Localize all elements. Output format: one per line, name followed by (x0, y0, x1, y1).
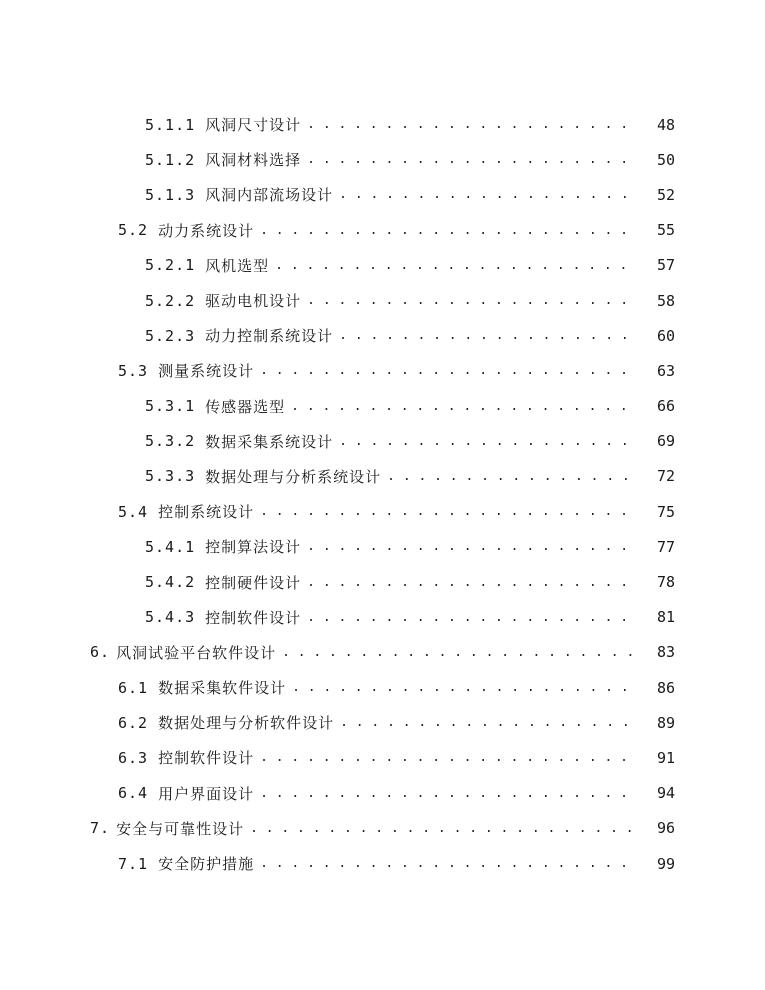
toc-title: 数据处理与分析系统设计 (205, 467, 382, 486)
toc-number: 5.3.1 (145, 397, 196, 416)
toc-page-number: 66 (656, 397, 675, 416)
toc-page-number: 63 (656, 361, 675, 380)
toc-dot-leader (282, 645, 635, 660)
toc-entry[interactable] (0, 142, 765, 177)
toc-entry[interactable] (0, 564, 765, 599)
toc-page-number: 96 (656, 819, 675, 838)
toc-entry[interactable] (0, 740, 765, 775)
toc-dot-leader (307, 610, 635, 625)
toc-title: 控制软件设计 (205, 608, 302, 627)
toc-title: 控制系统设计 (158, 503, 255, 522)
toc-page-number: 86 (656, 678, 675, 697)
toc-dot-leader (307, 152, 635, 167)
toc-title: 安全与可靠性设计 (116, 819, 245, 838)
toc-page-number: 50 (656, 150, 675, 169)
toc-dot-leader (307, 575, 635, 590)
toc-entry[interactable] (0, 529, 765, 564)
toc-page-number: 72 (656, 467, 675, 486)
toc-number: 5.2 (118, 221, 149, 240)
toc-dot-leader (291, 399, 635, 414)
toc-entry[interactable] (0, 177, 765, 212)
toc-entry[interactable] (0, 635, 765, 670)
toc-entry[interactable] (0, 248, 765, 283)
toc-number: 6.2 (118, 713, 149, 732)
toc-number: 5.3.3 (145, 467, 196, 486)
toc-dot-leader (260, 223, 635, 238)
toc-number: 5.3 (118, 361, 149, 380)
toc-title: 用户界面设计 (158, 784, 255, 803)
toc-page-number: 81 (656, 608, 675, 627)
toc-dot-leader (307, 117, 635, 132)
toc-number: 5.3.2 (145, 432, 196, 451)
toc-title: 控制算法设计 (205, 538, 302, 557)
toc-page-number: 77 (656, 537, 675, 556)
toc-page-number: 52 (656, 185, 675, 204)
toc-title: 风洞试验平台软件设计 (116, 643, 277, 662)
toc-number: 5.1.3 (145, 185, 196, 204)
toc-dot-leader (340, 715, 635, 730)
toc-entry[interactable] (0, 389, 765, 424)
toc-title: 动力系统设计 (158, 221, 255, 240)
toc-number: 5.1.1 (145, 115, 196, 134)
toc-dot-leader (260, 504, 635, 519)
toc-title: 控制硬件设计 (205, 573, 302, 592)
toc-entry[interactable] (0, 776, 765, 811)
toc-entry[interactable] (0, 353, 765, 388)
toc-page-number: 75 (656, 502, 675, 521)
toc-number: 6. (90, 643, 111, 662)
toc-title: 安全防护措施 (158, 855, 255, 874)
toc-title: 风洞材料选择 (205, 151, 302, 170)
toc-title: 风机选型 (205, 256, 270, 275)
toc-page-number: 55 (656, 221, 675, 240)
toc-page-number: 94 (656, 784, 675, 803)
toc-entry[interactable] (0, 846, 765, 881)
toc-number: 5.2.2 (145, 291, 196, 310)
toc-entry[interactable] (0, 811, 765, 846)
toc-title: 数据采集软件设计 (158, 679, 287, 698)
toc-entry[interactable] (0, 213, 765, 248)
toc-number: 5.4.2 (145, 573, 196, 592)
toc-title: 测量系统设计 (158, 362, 255, 381)
toc-title: 数据处理与分析软件设计 (158, 714, 335, 733)
toc-title: 动力控制系统设计 (205, 327, 334, 346)
toc-entry[interactable] (0, 459, 765, 494)
toc-number: 6.4 (118, 784, 149, 803)
toc-entry[interactable] (0, 494, 765, 529)
toc-dot-leader (260, 750, 635, 765)
toc-entry[interactable] (0, 283, 765, 318)
toc-title: 风洞内部流场设计 (205, 186, 334, 205)
toc-number: 5.1.2 (145, 150, 196, 169)
toc-title: 驱动电机设计 (205, 292, 302, 311)
toc-dot-leader (260, 363, 635, 378)
toc-number: 6.1 (118, 678, 149, 697)
toc-title: 风洞尺寸设计 (205, 116, 302, 135)
toc-dot-leader (339, 187, 635, 202)
toc-entry[interactable] (0, 670, 765, 705)
toc-page-number: 58 (656, 291, 675, 310)
toc-page-number: 83 (656, 643, 675, 662)
toc-dot-leader (260, 786, 635, 801)
toc-page-number: 57 (656, 256, 675, 275)
toc-number: 5.4.3 (145, 608, 196, 627)
toc-dot-leader (260, 856, 635, 871)
toc-title: 数据采集系统设计 (205, 432, 334, 451)
toc-number: 7. (90, 819, 111, 838)
toc-dot-leader (250, 821, 635, 836)
toc-title: 传感器选型 (205, 397, 286, 416)
table-of-contents (0, 107, 765, 881)
toc-number: 5.4.1 (145, 537, 196, 556)
toc-dot-leader (339, 434, 635, 449)
toc-dot-leader (307, 293, 635, 308)
toc-page-number: 91 (656, 748, 675, 767)
toc-page-number: 99 (656, 854, 675, 873)
toc-page-number: 60 (656, 326, 675, 345)
toc-page-number: 48 (656, 115, 675, 134)
toc-number: 6.3 (118, 748, 149, 767)
toc-number: 5.2.1 (145, 256, 196, 275)
toc-entry[interactable] (0, 318, 765, 353)
toc-entry[interactable] (0, 705, 765, 740)
toc-page-number: 89 (656, 713, 675, 732)
toc-number: 5.4 (118, 502, 149, 521)
toc-page-number: 78 (656, 573, 675, 592)
toc-entry[interactable] (0, 424, 765, 459)
toc-dot-leader (307, 539, 635, 554)
toc-number: 7.1 (118, 854, 149, 873)
toc-entry[interactable] (0, 600, 765, 635)
toc-title: 控制软件设计 (158, 749, 255, 768)
toc-dot-leader (292, 680, 635, 695)
toc-entry[interactable] (0, 107, 765, 142)
toc-page-number: 69 (656, 432, 675, 451)
toc-number: 5.2.3 (145, 326, 196, 345)
toc-dot-leader (387, 469, 635, 484)
toc-dot-leader (275, 258, 635, 273)
toc-dot-leader (339, 328, 635, 343)
